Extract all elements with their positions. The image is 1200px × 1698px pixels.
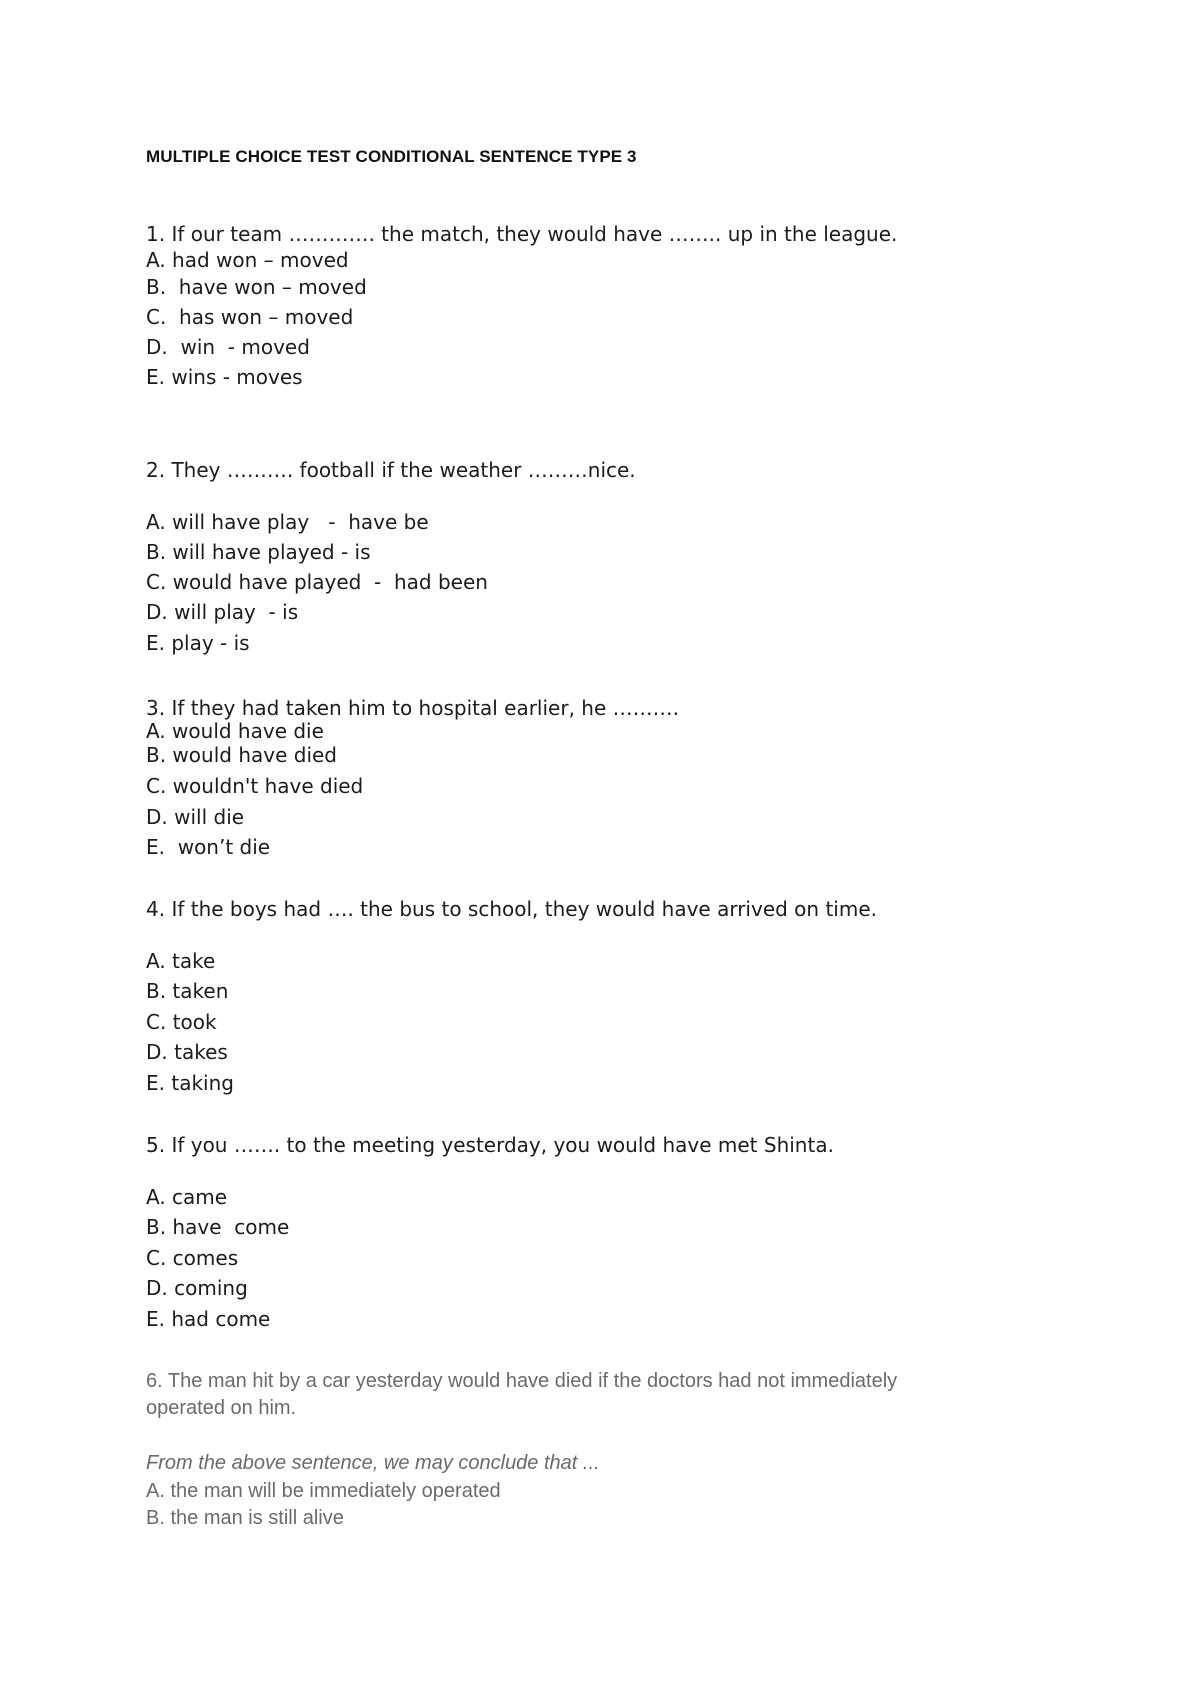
question-6-option-a: A. the man will be immediately operated bbox=[146, 1480, 501, 1502]
question-2-option-b: B. will have played - is bbox=[146, 540, 371, 564]
question-4-option-a: A. take bbox=[146, 949, 216, 973]
question-2-option-e: E. play - is bbox=[146, 631, 250, 655]
question-3-option-e: E. won’t die bbox=[146, 835, 271, 859]
question-3-option-d: D. will die bbox=[146, 805, 245, 829]
question-4-option-b: B. taken bbox=[146, 979, 229, 1003]
question-6-option-b: B. the man is still alive bbox=[146, 1507, 344, 1529]
question-1-option-d: D. win - moved bbox=[146, 335, 310, 359]
question-5-text: 5. If you ……. to the meeting yesterday, you would have met Shinta. bbox=[146, 1133, 834, 1157]
question-3-option-b: B. would have died bbox=[146, 743, 337, 767]
question-4-option-c: C. took bbox=[146, 1010, 217, 1034]
question-1-option-e: E. wins - moves bbox=[146, 365, 303, 389]
question-1-option-c: C. has won – moved bbox=[146, 305, 354, 329]
question-6-text-line-1: 6. The man hit by a car yesterday would have died if the doctors had not immediately bbox=[146, 1370, 898, 1392]
question-4-option-e: E. taking bbox=[146, 1071, 234, 1095]
question-1-option-b: B. have won – moved bbox=[146, 275, 367, 299]
question-6-prompt: From the above sentence, we may conclude that ... bbox=[146, 1452, 600, 1474]
question-1-option-a: A. had won – moved bbox=[146, 248, 349, 272]
question-1-text: 1. If our team …………. the match, they would have …….. up in the league. bbox=[146, 222, 898, 246]
question-5-option-b: B. have come bbox=[146, 1215, 290, 1239]
question-2-option-a: A. will have play - have be bbox=[146, 510, 429, 534]
question-4-text: 4. If the boys had …. the bus to school, they would have arrived on time. bbox=[146, 897, 877, 921]
question-5-option-d: D. coming bbox=[146, 1276, 248, 1300]
question-5-option-c: C. comes bbox=[146, 1246, 239, 1270]
question-5-option-e: E. had come bbox=[146, 1307, 271, 1331]
question-2-option-c: C. would have played - had been bbox=[146, 570, 488, 594]
question-3-option-a: A. would have die bbox=[146, 719, 324, 743]
question-2-option-d: D. will play - is bbox=[146, 600, 299, 624]
question-3-option-c: C. wouldn't have died bbox=[146, 774, 364, 798]
question-2-text: 2. They ………. football if the weather ………nice. bbox=[146, 458, 636, 482]
question-3-text: 3. If they had taken him to hospital earlier, he ………. bbox=[146, 696, 679, 720]
document-title: MULTIPLE CHOICE TEST CONDITIONAL SENTENCE TYPE 3 bbox=[146, 147, 637, 166]
question-4-option-d: D. takes bbox=[146, 1040, 228, 1064]
question-6-text-line-2: operated on him. bbox=[146, 1397, 297, 1419]
question-5-option-a: A. came bbox=[146, 1185, 228, 1209]
